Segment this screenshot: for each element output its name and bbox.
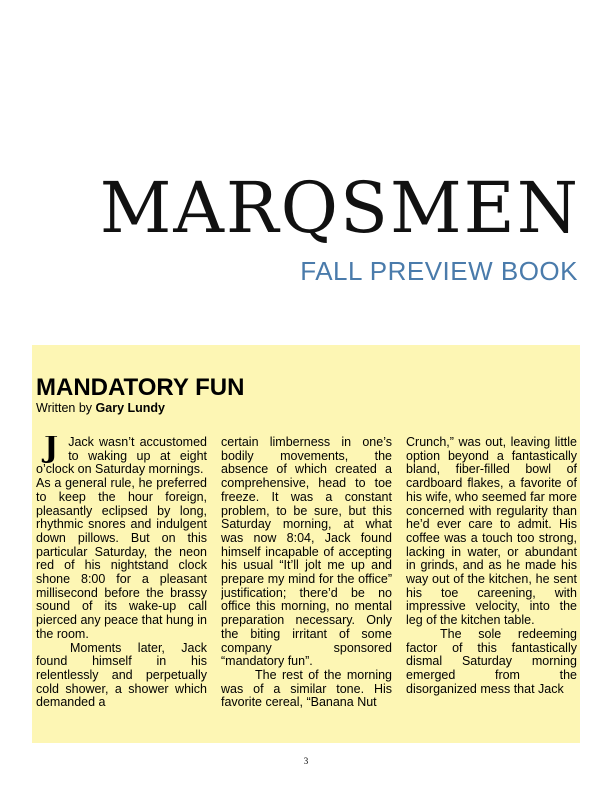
byline-author: Gary Lundy — [95, 401, 165, 415]
paragraph: Jack wasn’t accustomed to waking up at eight o’clock on Saturday mornings. — [36, 436, 207, 477]
article-column-2 — [221, 436, 392, 742]
paragraph: The sole redeeming factor of this fantastically dismal Saturday morning emerged from the disorganized mess that Jack — [406, 626, 577, 696]
page-number: 3 — [303, 756, 309, 766]
paragraph: As a general rule, he preferred to keep the hour foreign, pleasantly eclipsed by long, rhythmic snores and indulgent down pillows. But on this particular Saturday, the neon red of his nightstand clock shone 8:00 for a pleasant millisecond before the brassy sound of its wake-up call pierced any peace that hung in the room. — [36, 476, 207, 641]
article-title: MANDATORY FUN — [36, 374, 245, 401]
masthead-logo: MARQSMEN — [99, 167, 580, 249]
paragraph: Moments later, Jack found himself in his relentlessly and perpetually cold shower, a shower which demanded a — [36, 640, 207, 710]
masthead-subtitle: FALL PREVIEW BOOK — [300, 256, 578, 286]
drop-cap: J — [44, 436, 59, 465]
byline — [36, 400, 165, 416]
article-column-1 — [36, 436, 207, 742]
paragraph: Crunch,” was out, leaving little option beyond a fantastically bland, fiber-filled bowl of cardboard flakes, a favorite of his wife, who seemed far more concerned with regularity than he’d ever care to admit. His coffee was a touch too strong, lacking in water, or abundant in grinds, and as he made his way out of the kitchen, he sent his toe careening, with impressive velocity, into the leg of the kitchen table. — [406, 436, 577, 628]
paragraph: certain limberness in one’s bodily movements, the absence of which created a comprehensive, head to toe freeze. It was a constant problem, to be sure, but this Saturday morning, at what was now 8:04, Jack found himself incapable of accepting his usual “It’ll jolt me up and prepare my mind for the office” justification; there’d be no office this morning, no mental preparation necessary. Only the biting irritant of some company sponsored “mandatory fun”. — [221, 436, 392, 669]
byline-prefix: Written by — [36, 401, 93, 415]
article-column-3 — [406, 436, 577, 742]
paragraph: The rest of the morning was of a similar tone. His favorite cereal, “Banana Nut — [221, 667, 392, 710]
